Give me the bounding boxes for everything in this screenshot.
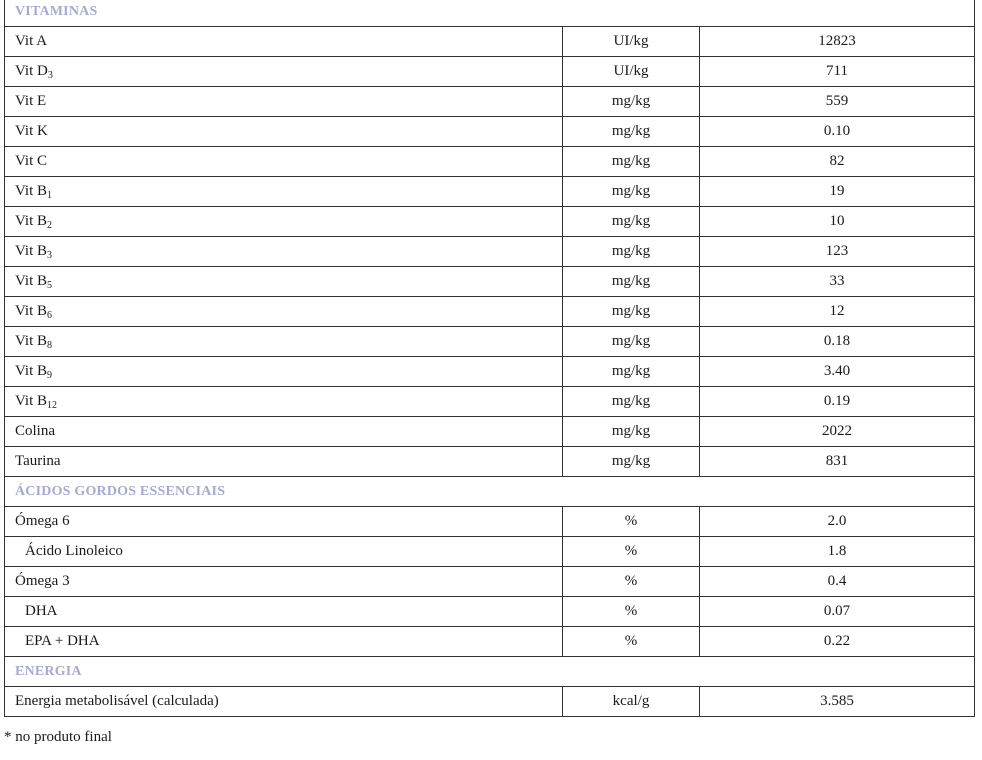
table-row [5, 567, 975, 597]
section-title: ENERGIA [5, 657, 975, 687]
table-row [5, 177, 975, 207]
table-row [5, 327, 975, 357]
unit-cell: UI/kg [563, 57, 700, 87]
nutrient-name: Vit B [15, 303, 48, 319]
nutrient-name-cell [5, 627, 563, 657]
nutrient-name: Vit B [15, 333, 48, 349]
value-cell: 0.4 [700, 567, 975, 597]
unit-cell: mg/kg [563, 327, 700, 357]
nutrient-subscript: 8 [47, 340, 53, 351]
value-cell: 19 [700, 177, 975, 207]
table-row [5, 237, 975, 267]
nutrient-name: Energia metabolisável (calculada) [15, 693, 219, 709]
unit-cell: kcal/g [563, 687, 700, 717]
table-row [5, 117, 975, 147]
unit-cell: mg/kg [563, 87, 700, 117]
nutrient-name: EPA + DHA [25, 633, 100, 649]
table-row [5, 267, 975, 297]
nutrient-name-cell [5, 297, 563, 327]
nutrient-name-cell [5, 417, 563, 447]
value-cell: 12 [700, 297, 975, 327]
nutrient-name-cell [5, 447, 563, 477]
section-title: VITAMINAS [5, 0, 975, 27]
value-cell: 3.585 [700, 687, 975, 717]
nutrient-name: Ácido Linoleico [25, 543, 123, 559]
table-row [5, 57, 975, 87]
nutrient-name: Vit K [15, 123, 48, 139]
value-cell: 0.19 [700, 387, 975, 417]
nutrient-name: Colina [15, 423, 55, 439]
section-header-row [5, 657, 975, 687]
unit-cell: % [563, 507, 700, 537]
nutrient-name: Vit B [15, 183, 48, 199]
value-cell: 0.10 [700, 117, 975, 147]
nutrient-name: Vit B [15, 393, 48, 409]
unit-cell: mg/kg [563, 357, 700, 387]
value-cell: 12823 [700, 27, 975, 57]
nutrient-name: Vit B [15, 213, 48, 229]
nutrient-name: Vit C [15, 153, 48, 169]
value-cell: 10 [700, 207, 975, 237]
table-row [5, 597, 975, 627]
nutrient-name: Ómega 6 [15, 513, 70, 529]
nutrient-name: DHA [25, 603, 58, 619]
nutrient-name: Vit E [15, 93, 47, 109]
section-title: ÁCIDOS GORDOS ESSENCIAIS [5, 477, 975, 507]
table-row [5, 387, 975, 417]
nutrient-name-cell [5, 537, 563, 567]
nutrient-name-cell [5, 267, 563, 297]
nutrient-subscript: 9 [47, 370, 53, 381]
nutrient-name-cell [5, 357, 563, 387]
table-row [5, 147, 975, 177]
unit-cell: mg/kg [563, 207, 700, 237]
nutrient-name-cell [5, 207, 563, 237]
nutrient-subscript: 2 [47, 220, 53, 231]
value-cell: 711 [700, 57, 975, 87]
unit-cell: % [563, 537, 700, 567]
value-cell: 831 [700, 447, 975, 477]
table-row [5, 357, 975, 387]
value-cell: 33 [700, 267, 975, 297]
value-cell: 2022 [700, 417, 975, 447]
table-row [5, 87, 975, 117]
value-cell: 0.07 [700, 597, 975, 627]
unit-cell: mg/kg [563, 177, 700, 207]
nutrient-name: Taurina [15, 453, 61, 469]
nutrient-subscript: 3 [47, 250, 53, 261]
unit-cell: mg/kg [563, 267, 700, 297]
nutrient-name-cell [5, 147, 563, 177]
unit-cell: UI/kg [563, 27, 700, 57]
nutrient-name: Vit B [15, 273, 48, 289]
nutrient-name-cell [5, 237, 563, 267]
table-row [5, 297, 975, 327]
nutrient-subscript: 12 [47, 400, 58, 411]
unit-cell: mg/kg [563, 147, 700, 177]
table-row [5, 627, 975, 657]
nutrient-name-cell [5, 597, 563, 627]
value-cell: 559 [700, 87, 975, 117]
unit-cell: mg/kg [563, 447, 700, 477]
value-cell: 2.0 [700, 507, 975, 537]
unit-cell: mg/kg [563, 417, 700, 447]
value-cell: 1.8 [700, 537, 975, 567]
value-cell: 0.22 [700, 627, 975, 657]
nutrition-table [4, 0, 975, 717]
unit-cell: mg/kg [563, 297, 700, 327]
nutrient-name: Vit B [15, 243, 48, 259]
value-cell: 3.40 [700, 357, 975, 387]
section-header-row [5, 0, 975, 27]
nutrient-subscript: 6 [47, 310, 53, 321]
value-cell: 82 [700, 147, 975, 177]
unit-cell: mg/kg [563, 117, 700, 147]
table-row [5, 27, 975, 57]
table-row [5, 417, 975, 447]
table-row [5, 687, 975, 717]
nutrient-name-cell [5, 117, 563, 147]
nutrient-name-cell [5, 567, 563, 597]
nutrient-name: Ómega 3 [15, 573, 70, 589]
value-cell: 123 [700, 237, 975, 267]
nutrient-name-cell [5, 327, 563, 357]
nutrient-name-cell [5, 177, 563, 207]
table-row [5, 207, 975, 237]
footnote: * no produto final [4, 729, 112, 745]
unit-cell: % [563, 627, 700, 657]
value-cell: 0.18 [700, 327, 975, 357]
nutrient-name-cell [5, 57, 563, 87]
nutrient-name: Vit B [15, 363, 48, 379]
table-row [5, 447, 975, 477]
nutrient-subscript: 5 [47, 280, 53, 291]
nutrient-name-cell [5, 27, 563, 57]
unit-cell: % [563, 567, 700, 597]
nutrient-name: Vit A [15, 33, 48, 49]
unit-cell: mg/kg [563, 387, 700, 417]
nutrient-subscript: 3 [47, 70, 53, 81]
unit-cell: % [563, 597, 700, 627]
table-row [5, 507, 975, 537]
nutrient-name: Vit D [15, 63, 48, 79]
nutrition-table-body [5, 0, 975, 717]
nutrient-name-cell [5, 387, 563, 417]
unit-cell: mg/kg [563, 237, 700, 267]
nutrient-name-cell [5, 687, 563, 717]
nutrient-name-cell [5, 87, 563, 117]
nutrient-name-cell [5, 507, 563, 537]
table-row [5, 537, 975, 567]
nutrient-subscript: 1 [47, 190, 53, 201]
section-header-row [5, 477, 975, 507]
